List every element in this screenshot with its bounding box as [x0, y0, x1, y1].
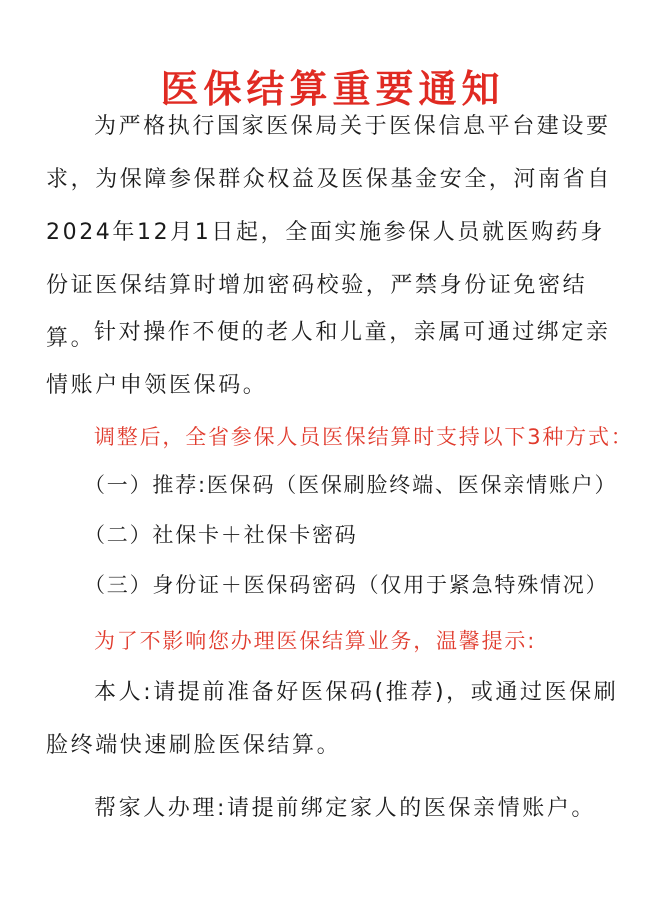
page-title: 医保结算重要通知 — [160, 67, 505, 112]
tip-family: 帮家人办理:请提前绑定家人的医保亲情账户。 — [94, 796, 597, 821]
notice-paragraph-policy: 为严格执行国家医保局关于医保信息平台建设要求，为保障参保群众权益及医保基金安全，河南省自2024年12月1日起，全面实施参保人员就医购药身份证医保结算时增加密码校验，严禁身份证免密结算。 — [46, 114, 612, 351]
notice-paragraph-family-account: 针对操作不便的老人和儿童，亲属可通过绑定亲情账户申领医保码。 — [46, 320, 611, 398]
methods-heading: 调整后，全省参保人员医保结算时支持以下3种方式： — [94, 425, 634, 449]
tips-heading: 为了不影响您办理医保结算业务，温馨提示: — [94, 629, 537, 653]
method-item-2: （二）社保卡＋社保卡密码 — [84, 523, 358, 547]
method-item-3: （三）身份证＋医保码密码（仅用于紧急特殊情况） — [84, 573, 609, 597]
tip-self: 本人:请提前准备好医保码(推荐)，或通过医保刷脸终端快速刷脸医保结算。 — [46, 680, 619, 758]
method-item-1: （一）推荐:医保码（医保刷脸终端、医保亲情账户） — [84, 473, 618, 497]
